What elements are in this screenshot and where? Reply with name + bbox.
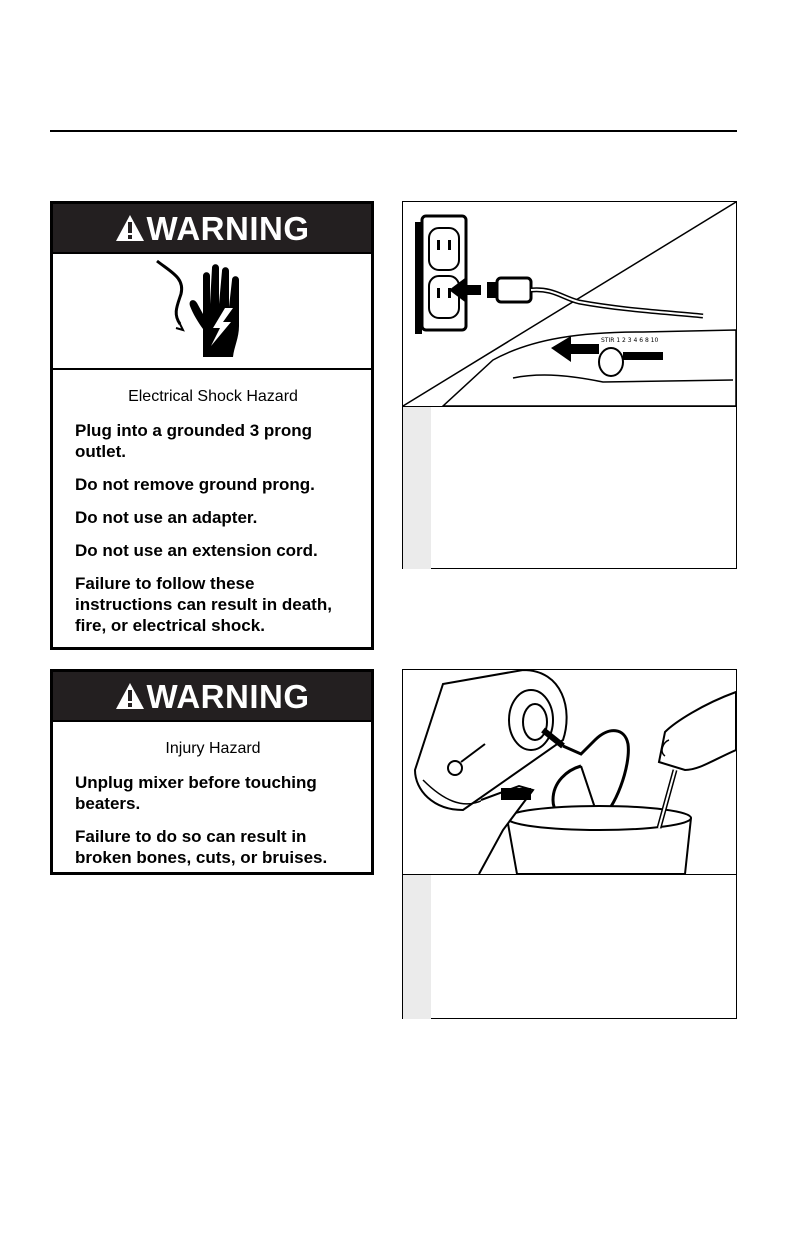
caption-bar — [403, 875, 431, 1019]
warning-triangle-icon — [115, 214, 145, 242]
caption-bar — [403, 407, 431, 569]
mixer-beater-icon — [403, 670, 736, 874]
outlet-plug-icon — [403, 202, 736, 406]
plug-outlet-illustration — [403, 202, 736, 407]
warning-line: Do not use an adapter. — [75, 508, 258, 527]
warning-line: Do not use an extension cord. — [75, 541, 318, 560]
warning-line: Do not remove ground prong. — [75, 475, 315, 494]
warning-box-electrical — [50, 201, 374, 650]
warning-box-injury — [50, 669, 374, 875]
warning-banner — [53, 672, 371, 720]
mixer-illustration — [403, 670, 736, 875]
warning-heading: WARNING — [146, 210, 310, 247]
hazard-title: Injury Hazard — [165, 740, 261, 757]
electric-hand-icon — [53, 254, 371, 368]
hazard-title: Electrical Shock Hazard — [128, 388, 298, 405]
figure-mixer — [402, 669, 737, 1019]
header-rule — [50, 130, 737, 132]
warning-banner — [53, 204, 371, 252]
figure-caption-area — [403, 407, 736, 569]
figure-caption-area — [403, 875, 736, 1019]
shock-hazard-pictogram — [53, 252, 371, 370]
warning-line: Failure to do so can result in broken bones, cuts, or bruises. — [75, 827, 328, 867]
figure-plug-in — [402, 201, 737, 569]
warning-line: Plug into a grounded 3 prong outlet. — [75, 421, 313, 461]
speed-dial-labels: STIR 1 2 3 4 6 8 10 — [601, 337, 659, 344]
warning-line: Unplug mixer before touching beaters. — [75, 773, 317, 813]
warning-heading: WARNING — [146, 678, 310, 715]
warning-triangle-icon — [115, 682, 145, 710]
warning-line: Failure to follow these instructions can result in death, fire, or electrical shock. — [75, 574, 332, 635]
